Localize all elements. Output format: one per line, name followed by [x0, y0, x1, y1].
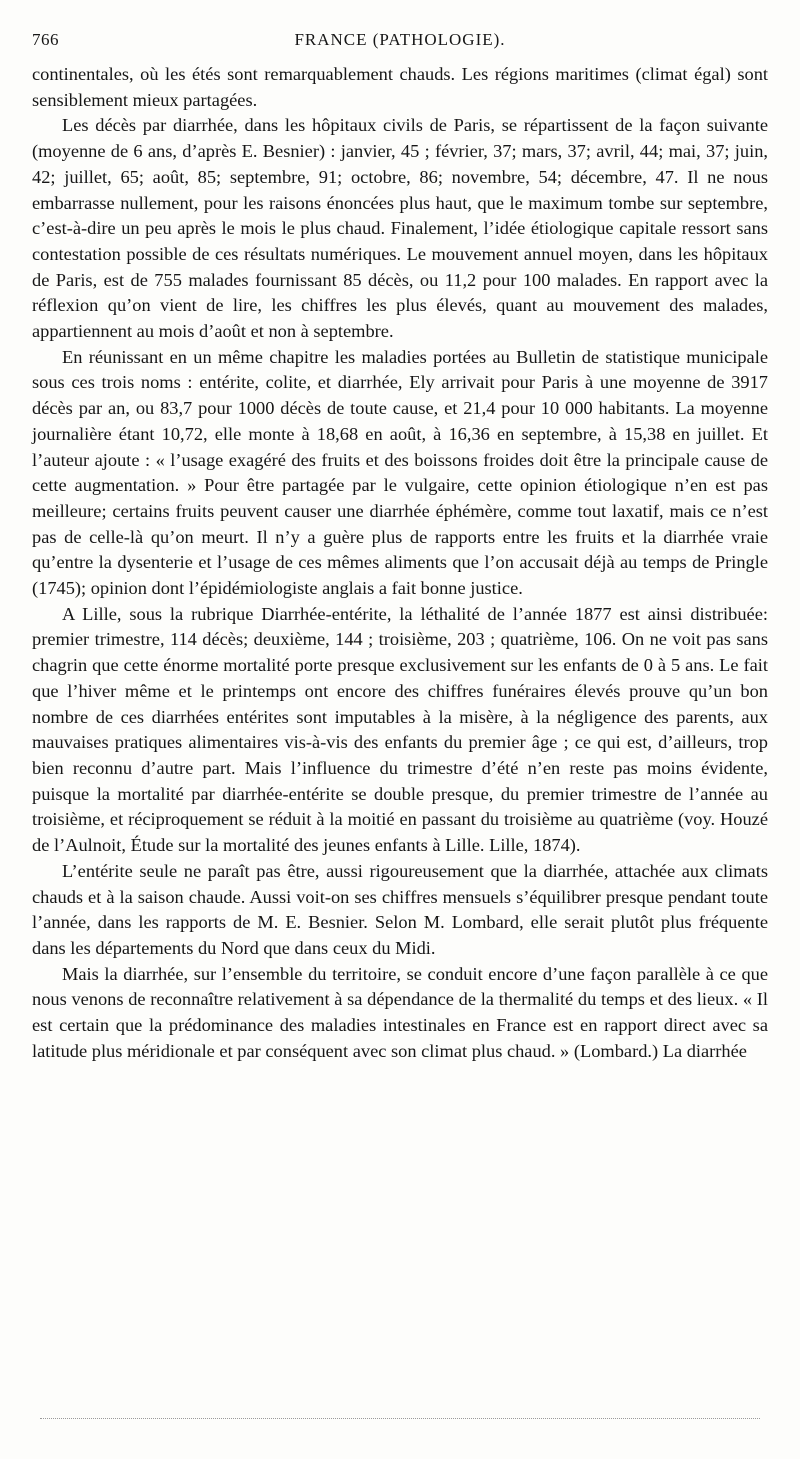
body-text	[32, 62, 768, 1064]
running-head: FRANCE (PATHOLOGIE).	[294, 30, 506, 49]
paragraph-diarrhea-territory: Mais la diarrhée, sur l’ensemble du territoire, se conduit encore d’une façon parallèle à ce que nous venons de reconnaître relativement à sa dépendance de la thermalité du temps et des lieux. « Il est certain que la prédominance des maladies intestinales en France est en rapport direct avec sa latitude plus méridionale et par conséquent avec son climat plus chaud. » (Lombard.) La diarrhée	[32, 963, 768, 1061]
page-header	[28, 30, 772, 58]
paragraph-municipal-statistics: En réunissant en un même chapitre les maladies portées au Bulletin de statistique municipale sous ces trois noms : entérite, colite, et diarrhée, Ely arrivait pour Paris à une moyenne de 3917 décès par an, ou 83,7 pour 1000 décès de toute cause, et 21,4 pour 10 000 habitants. La moyenne journalière étant 10,72, elle monte à 18,68 en août, à 16,36 en septembre, à 15,38 en juillet. Et l’auteur ajoute : « l’usage exagéré des fruits et des boissons froides doit être la principale cause de cette augmentation. » Pour être partagée par le vulgaire, cette opinion étiologique n’en est pas meilleure; certains fruits peuvent causer une diarrhée éphémère, comme tout laxatif, mais ce n’est pas de celle-là qu’on meurt. Il n’y a guère plus de rapports entre les fruits et la diarrhée vraie qu’entre la dysenterie et l’usage de ces mêmes aliments que l’on accusait déjà au temps de Pringle (1745); opinion dont l’épidémiologiste anglais a fait bonne justice.	[32, 346, 768, 599]
paragraph-enteritis: L’entérite seule ne paraît pas être, aussi rigoureusement que la diarrhée, attachée aux climats chauds et à la saison chaude. Aussi voit-on ses chiffres mensuels s’équilibrer presque pendant toute l’année, dans les rapports de M. E. Besnier. Selon M. Lombard, elle serait plutôt plus fréquente dans les départements du Nord que dans ceux du Midi.	[32, 860, 768, 958]
page-number: 766	[32, 30, 59, 49]
footer-rule	[40, 1418, 760, 1419]
paragraph-continued: continentales, où les étés sont remarquablement chauds. Les régions maritimes (climat égal) sont sensiblement mieux partagées.	[32, 64, 768, 110]
paragraph-lille: A Lille, sous la rubrique Diarrhée-entérite, la léthalité de l’année 1877 est ainsi distribuée: premier trimestre, 114 décès; deuxième, 144 ; troisième, 203 ; quatrième, 106. On ne voit pas sans chagrin que cette énorme mortalité porte presque exclusivement sur les enfants de 0 à 5 ans. Le fait que l’hiver même et le printemps ont encore des chiffres funéraires élevés prouve qu’un bon nombre de ces diarrhées entérites sont imputables à la misère, à la négligence des parents, aux mauvaises pratiques alimentaires vis-à-vis des enfants du premier âge ; ce qui est, d’ailleurs, trop bien reconnu d’autre part. Mais l’influence du trimestre d’été n’en reste pas moins évidente, puisque la mortalité par diarrhée-entérite se double presque, du premier trimestre de l’année au troisième, et réciproquement se réduit à la moitié en passant du troisième au quatrième (voy. Houzé de l’Aulnoit, Étude sur la mortalité des jeunes enfants à Lille. Lille, 1874).	[32, 603, 768, 856]
paragraph-paris-hospitals: Les décès par diarrhée, dans les hôpitaux civils de Paris, se répartissent de la façon suivante (moyenne de 6 ans, d’après E. Besnier) : janvier, 45 ; février, 37; mars, 37; avril, 44; mai, 37; juin, 42; juillet, 65; août, 85; septembre, 91; octobre, 86; novembre, 54; décembre, 47. Il ne nous embarrasse nullement, pour les raisons énoncées plus haut, que le maximum tombe sur septembre, c’est-à-dire un peu après le mois le plus chaud. Finalement, l’idée étiologique capitale ressort sans contestation possible de ces résultats numériques. Le mouvement annuel moyen, dans les hôpitaux de Paris, est de 755 malades fournissant 85 décès, ou 11,2 pour 100 malades. En rapport avec la réflexion qu’on vient de lire, les chiffres les plus élevés, quant au mouvement des malades, appartiennent au mois d’août et non à septembre.	[32, 115, 768, 342]
